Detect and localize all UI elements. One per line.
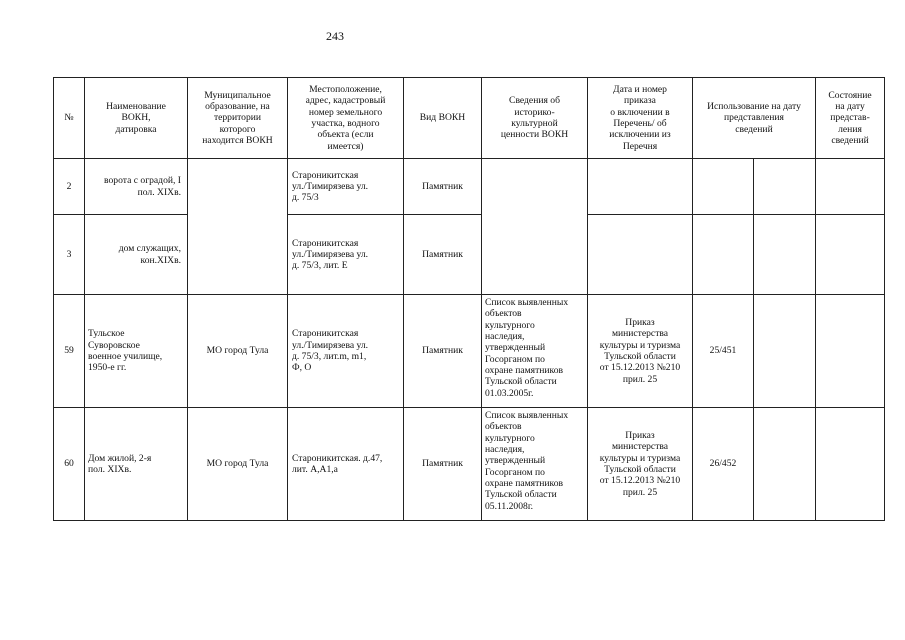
row-location: Староникитская ул./Тимирязева ул. д. 75/3, лит.m, m1, Ф, О (288, 295, 404, 408)
row-cultural-value-empty (482, 159, 588, 295)
table-row (54, 295, 885, 408)
row-cultural-value: Список выявленных объектов культурного наследия, утвержденный Госорганом по охране памятников Тульской области 05.11.2008г. (482, 408, 588, 521)
table-header-row (54, 78, 885, 159)
row-usage-a-empty (693, 215, 754, 295)
row-num: 2 (54, 159, 85, 215)
table-row (54, 159, 885, 215)
row-name: дом служащих, кон.XIXв. (85, 215, 188, 295)
row-kind: Памятник (404, 295, 482, 408)
header-cultural-value: Сведения об историко- культурной ценности ВОКН (482, 78, 588, 159)
row-usage: 26/452 (693, 408, 754, 521)
header-name: Наименование ВОКН, датировка (85, 78, 188, 159)
row-usage-a-empty (693, 159, 754, 215)
row-state-empty (816, 295, 885, 408)
row-num: 60 (54, 408, 85, 521)
table-row (54, 215, 885, 295)
row-state-empty (816, 408, 885, 521)
page-number: 243 (326, 29, 344, 43)
row-municipality-empty (188, 159, 288, 295)
row-usage-b-empty (754, 295, 816, 408)
row-order: Приказ министерства культуры и туризма Тульской области от 15.12.2013 №210 прил. 25 (588, 295, 693, 408)
row-usage-b-empty (754, 215, 816, 295)
row-order-empty (588, 159, 693, 215)
row-municipality: МО город Тула (188, 408, 288, 521)
row-order: Приказ министерства культуры и туризма Тульской области от 15.12.2013 №210 прил. 25 (588, 408, 693, 521)
row-name: Тульское Суворовское военное училище, 1950-е гг. (85, 295, 188, 408)
row-location: Староникитская ул./Тимирязева ул. д. 75/3 (288, 159, 404, 215)
row-state-empty (816, 215, 885, 295)
header-kind: Вид ВОКН (404, 78, 482, 159)
row-municipality: МО город Тула (188, 295, 288, 408)
row-usage: 25/451 (693, 295, 754, 408)
header-order: Дата и номер приказа о включении в Перечень/ об исключении из Перечня (588, 78, 693, 159)
row-cultural-value: Список выявленных объектов культурного наследия, утвержденный Госорганом по охране памятников Тульской области 01.03.2005г. (482, 295, 588, 408)
row-name: ворота с оградой, I пол. XIXв. (85, 159, 188, 215)
row-usage-b-empty (754, 159, 816, 215)
row-order-empty (588, 215, 693, 295)
row-state-empty (816, 159, 885, 215)
heritage-register-table (53, 77, 885, 521)
row-kind: Памятник (404, 159, 482, 215)
header-state: Состояние на дату представ- ления сведений (816, 78, 885, 159)
header-municipality: Муниципальное образование, на территории которого находится ВОКН (188, 78, 288, 159)
row-kind: Памятник (404, 215, 482, 295)
header-location: Местоположение, адрес, кадастровый номер земельного участка, водного объекта (если имеется) (288, 78, 404, 159)
header-usage: Использование на дату представления сведений (693, 78, 816, 159)
row-location: Староникитская ул./Тимирязева ул. д. 75/3, лит. Е (288, 215, 404, 295)
row-num: 3 (54, 215, 85, 295)
row-location: Староникитская. д.47, лит. А,А1,а (288, 408, 404, 521)
row-usage-b-empty (754, 408, 816, 521)
row-name: Дом жилой, 2-я пол. XIXв. (85, 408, 188, 521)
row-num: 59 (54, 295, 85, 408)
row-kind: Памятник (404, 408, 482, 521)
header-num: № (54, 78, 85, 159)
table-row (54, 408, 885, 521)
